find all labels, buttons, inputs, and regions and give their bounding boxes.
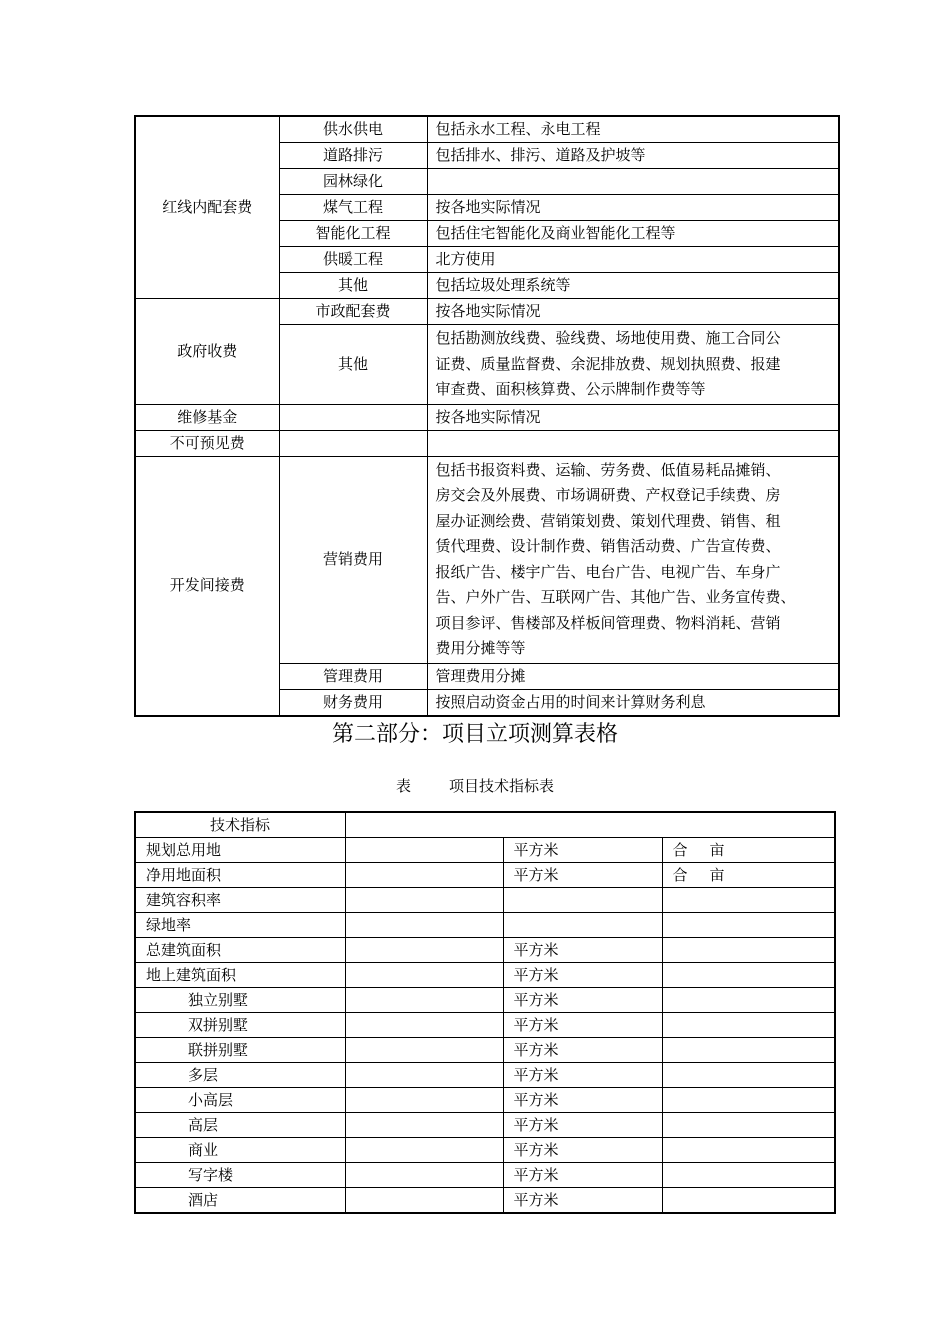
cost-item: 园林绿化 [279,169,427,195]
cost-item: 煤气工程 [279,195,427,221]
cost-item: 供水供电 [279,116,427,143]
cost-description-line: 房交会及外展费、市场调研费、产权登记手续费、房 [435,486,781,504]
tech-unit-cell: 平方米 [503,1013,662,1038]
tech-header-label: 技术指标 [135,812,345,838]
tech-extra-cell [662,963,835,988]
tech-unit-cell: 平方米 [503,938,662,963]
tech-header-row [135,812,835,838]
tech-row [135,1013,835,1038]
cost-description [427,430,839,456]
tech-unit-cell: 平方米 [503,1188,662,1214]
tech-unit-cell: 平方米 [503,1138,662,1163]
tech-unit-cell: 平方米 [503,963,662,988]
table-caption-prefix: 表 [395,777,411,795]
tech-extra-he: 合 [672,841,688,859]
tech-row [135,1163,835,1188]
tech-row [135,1188,835,1214]
cost-description: 按各地实际情况 [427,299,839,325]
tech-row-label: 总建筑面积 [135,938,345,963]
cost-item: 其他 [279,325,427,405]
cost-item: 道路排污 [279,143,427,169]
tech-row-label: 写字楼 [135,1163,345,1188]
cost-row [135,299,839,325]
tech-extra-mu: 亩 [709,841,725,859]
cost-description-line: 证费、质量监督费、余泥排放费、规划执照费、报建 [435,354,781,373]
tech-row-label: 规划总用地 [135,838,345,863]
tech-row [135,938,835,963]
cost-item: 智能化工程 [279,221,427,247]
tech-row-label: 地上建筑面积 [135,963,345,988]
tech-row [135,988,835,1013]
tech-row-label: 高层 [135,1113,345,1138]
cost-row [135,116,839,143]
cost-description: 按各地实际情况 [427,404,839,430]
section-heading: 第二部分：项目立项测算表格 [331,722,618,747]
cost-description: 包括住宅智能化及商业智能化工程等 [427,221,839,247]
cost-item [279,430,427,456]
cost-item: 供暖工程 [279,247,427,273]
cost-category: 开发间接费 [135,456,279,716]
cost-description-line: 报纸广告、楼宇广告、电台广告、电视广告、车身广 [435,562,781,581]
cost-category: 政府收费 [135,299,279,405]
tech-unit-cell [503,913,662,938]
tech-row [135,1138,835,1163]
tech-unit-cell: 平方米 [503,838,662,863]
cost-description [427,169,839,195]
tech-extra-cell [662,863,835,888]
tech-unit-cell: 平方米 [503,1063,662,1088]
cost-category: 红线内配套费 [135,116,279,299]
cost-description [427,456,839,663]
tech-unit-cell: 平方米 [503,1113,662,1138]
cost-description-line: 赁代理费、设计制作费、销售活动费、广告宣传费、 [435,537,781,555]
cost-item [279,404,427,430]
tech-extra-cell [662,913,835,938]
table-caption [0,775,950,796]
tech-row-label: 酒店 [135,1188,345,1214]
cost-description-line: 审查费、面积核算费、公示牌制作费等等 [435,380,706,398]
tech-table-body [135,812,835,1213]
tech-unit-cell: 平方米 [503,1163,662,1188]
tech-row [135,913,835,938]
tech-extra-cell [662,838,835,863]
tech-extra-cell [662,888,835,913]
tech-extra-cell [662,1188,835,1214]
tech-value-cell [345,963,503,988]
cost-description-line: 项目参评、售楼部及样板间管理费、物料消耗、营销 [435,613,781,632]
cost-item: 其他 [279,273,427,299]
cost-description: 包括垃圾处理系统等 [427,273,839,299]
tech-value-cell [345,988,503,1013]
tech-value-cell [345,938,503,963]
tech-extra-cell [662,1013,835,1038]
tech-value-cell [345,1013,503,1038]
cost-breakdown-table [134,115,840,717]
cost-description: 按照启动资金占用的时间来计算财务利息 [427,689,839,716]
tech-value-cell [345,913,503,938]
tech-unit-cell: 平方米 [503,1088,662,1113]
cost-table-body [135,116,839,716]
tech-row [135,1113,835,1138]
cost-category: 不可预见费 [135,430,279,456]
cost-description [427,325,839,405]
tech-row-label: 联拼别墅 [135,1038,345,1063]
tech-row-label: 双拼别墅 [135,1013,345,1038]
cost-row [135,430,839,456]
cost-item: 财务费用 [279,689,427,716]
tech-value-cell [345,1188,503,1214]
tech-unit-cell: 平方米 [503,988,662,1013]
technical-indicators-table [134,811,836,1214]
tech-extra-mu: 亩 [709,866,725,884]
cost-description: 包括永水工程、永电工程 [427,116,839,143]
tech-value-cell [345,1088,503,1113]
tech-row-label: 多层 [135,1063,345,1088]
cost-description: 按各地实际情况 [427,195,839,221]
tech-extra-cell [662,1113,835,1138]
cost-description-line: 费用分摊等等 [435,639,526,657]
cost-description: 管理费用分摊 [427,663,839,689]
tech-header-blank [345,812,835,838]
cost-item: 市政配套费 [279,299,427,325]
tech-unit-cell: 平方米 [503,1038,662,1063]
cost-description-line: 告、户外广告、互联网广告、其他广告、业务宣传费、 [435,588,796,606]
tech-extra-cell [662,1163,835,1188]
tech-row-label: 小高层 [135,1088,345,1113]
cost-description-line: 屋办证测绘费、营销策划费、策划代理费、销售、租 [435,511,781,530]
cost-description: 北方使用 [427,247,839,273]
cost-description-line: 包括书报资料费、运输、劳务费、低值易耗品摊销、 [435,460,781,479]
cost-description: 包括排水、排污、道路及护坡等 [427,143,839,169]
tech-value-cell [345,863,503,888]
tech-row-label: 净用地面积 [135,863,345,888]
cost-item: 管理费用 [279,663,427,689]
cost-item: 营销费用 [279,456,427,663]
tech-extra-cell [662,988,835,1013]
tech-extra-cell [662,938,835,963]
cost-description-line: 包括勘测放线费、验线费、场地使用费、施工合同公 [435,329,781,347]
tech-row [135,888,835,913]
tech-value-cell [345,1163,503,1188]
tech-row-label: 独立别墅 [135,988,345,1013]
tech-unit-cell: 平方米 [503,863,662,888]
tech-row-label: 商业 [135,1138,345,1163]
tech-row [135,1038,835,1063]
tech-value-cell [345,1063,503,1088]
cost-category: 维修基金 [135,404,279,430]
tech-row-label: 绿地率 [135,913,345,938]
tech-extra-cell [662,1138,835,1163]
cost-row [135,456,839,663]
cost-row [135,404,839,430]
tech-value-cell [345,1138,503,1163]
tech-unit-cell [503,888,662,913]
tech-value-cell [345,838,503,863]
tech-row [135,1063,835,1088]
tech-value-cell [345,1038,503,1063]
tech-extra-cell [662,1038,835,1063]
tech-extra-cell [662,1088,835,1113]
tech-row [135,838,835,863]
tech-row-label: 建筑容积率 [135,888,345,913]
tech-row [135,963,835,988]
tech-extra-cell [662,1063,835,1088]
tech-row [135,863,835,888]
tech-value-cell [345,1113,503,1138]
table-caption-title: 项目技术指标表 [449,777,555,795]
tech-extra-he: 合 [672,866,688,884]
tech-row [135,1088,835,1113]
tech-value-cell [345,888,503,913]
